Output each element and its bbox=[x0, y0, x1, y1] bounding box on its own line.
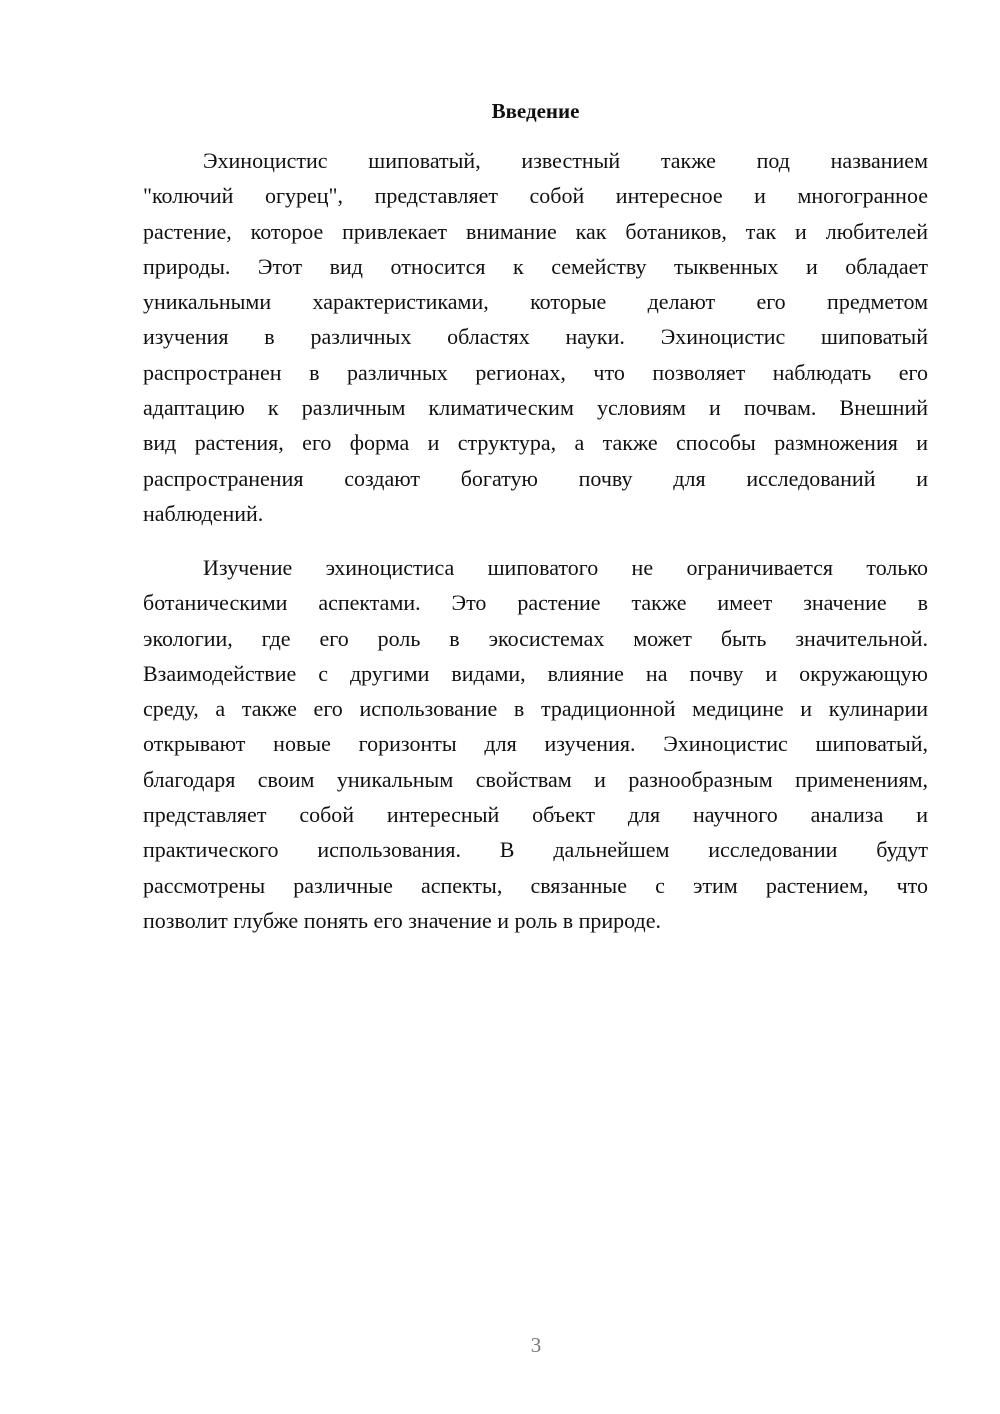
paragraph-line: наблюдений. bbox=[143, 500, 264, 526]
paragraph-2 bbox=[143, 550, 928, 938]
paragraph-line: открывают новые горизонты для изучения. Эхиноцистис шиповатый, bbox=[143, 731, 928, 757]
paragraph-line: Изучение эхиноцистиса шиповатого не ограничивается только bbox=[203, 555, 928, 580]
paragraph-line: адаптацию к различным климатическим условиям и почвам. Внешний bbox=[143, 395, 928, 421]
paragraph-line: уникальными характеристиками, которые делают его предметом bbox=[143, 289, 928, 315]
paragraph-line: растение, которое привлекает внимание как ботаников, так и любителей bbox=[143, 218, 928, 244]
page-number: 3 bbox=[530, 1333, 542, 1357]
paragraph-line: природы. Этот вид относится к семейству тыквенных и обладает bbox=[143, 253, 928, 279]
paragraph-line: Взаимодействие с другими видами, влияние на почву и окружающую bbox=[143, 660, 928, 686]
paragraph-line: позволит глубже понять его значение и роль в природе. bbox=[143, 907, 661, 933]
paragraph-line: благодаря своим уникальным свойствам и разнообразным применениям, bbox=[143, 766, 928, 792]
paragraph-line: распространения создают богатую почву для исследований и bbox=[143, 465, 928, 491]
paragraph-line: ботаническими аспектами. Это растение также имеет значение в bbox=[143, 590, 928, 616]
paragraph-line: Эхиноцистис шиповатый, известный также под названием bbox=[203, 148, 928, 173]
paragraph-line: экологии, где его роль в экосистемах может быть значительной. bbox=[143, 625, 928, 651]
section-heading: Введение bbox=[491, 99, 580, 123]
paragraph-line: вид растения, его форма и структура, а также способы размножения и bbox=[143, 430, 928, 456]
paragraph-1 bbox=[143, 143, 928, 531]
paragraph-line: "колючий огурец", представляет собой интересное и многогранное bbox=[143, 183, 928, 209]
paragraph-line: рассмотрены различные аспекты, связанные с этим растением, что bbox=[143, 872, 928, 898]
paragraph-line: распространен в различных регионах, что позволяет наблюдать его bbox=[143, 359, 928, 385]
paragraph-line: среду, а также его использование в традиционной медицине и кулинарии bbox=[143, 696, 928, 722]
paragraph-line: изучения в различных областях науки. Эхиноцистис шиповатый bbox=[143, 324, 928, 350]
paragraph-line: практического использования. В дальнейшем исследовании будут bbox=[143, 837, 928, 863]
paragraph-line: представляет собой интересный объект для научного анализа и bbox=[143, 802, 928, 828]
